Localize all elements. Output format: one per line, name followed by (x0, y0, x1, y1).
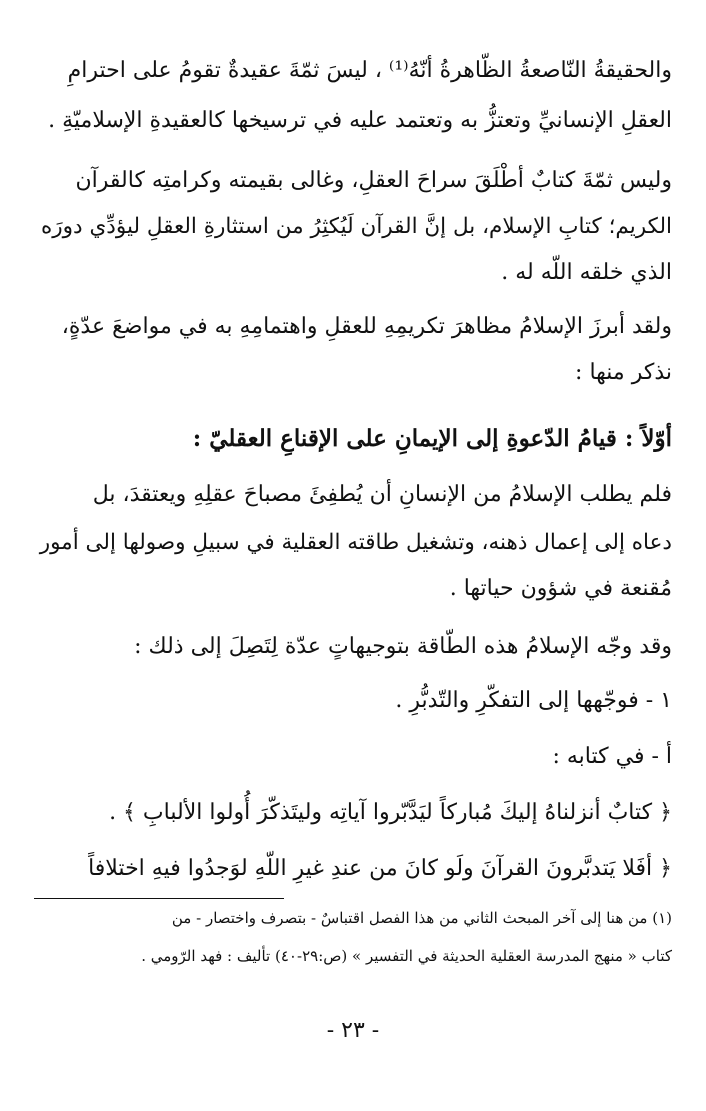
quran-verse-1: ﴿ كتابٌ أنزلناهُ إليكَ مُباركاً ليَدَّبّروا آياتِه وليتَذكّرَ أُولوا الألبابِ ﴾ . (109, 800, 672, 825)
footnote-divider (34, 898, 284, 899)
footnote-line-2: كتاب « منهج المدرسة العقلية الحديثة في التفسير » (ص:٢٩-٤٠) تأليف : فهد الرّومي . (141, 947, 672, 965)
body-line-11: مُقنعة في شؤون حياتها . (449, 576, 672, 601)
list-item-1: ١ - فوجّهها إلى التفكّرِ والتّدبُّرِ . (395, 688, 672, 713)
body-line-1: والحقيقةُ النّاصعةُ الظّاهرةُ أنّهُ⁽¹⁾ ، ليسَ ثمّةَ عقيدةٌ تقومُ على احترامِ (67, 58, 672, 83)
list-item-a: أ - في كتابه : (552, 744, 672, 769)
body-line-7: نذكر منها : (575, 360, 672, 385)
body-line-4: الكريم؛ كتابِ الإسلام، بل إنَّ القرآن لَيُكثِرُ من استثارةِ العقلِ ليؤدِّي دورَه (41, 214, 672, 239)
footnote-line-1: (١) من هنا إلى آخر المبحث الثاني من هذا الفصل اقتباسٌ - بتصرف واختصار - من (171, 909, 672, 927)
section-heading: أوّلاً : قيامُ الدّعوةِ إلى الإيمانِ على الإقناعِ العقليّ : (192, 425, 672, 452)
body-line-6: ولقد أبرزَ الإسلامُ مظاهرَ تكريمِهِ للعقلِ واهتمامِهِ به في مواضعَ عدّةٍ، (61, 314, 672, 339)
page-number: - ٢٣ - (326, 1018, 380, 1043)
body-line-5: الذي خلقه اللّه له . (501, 260, 672, 285)
body-line-2: العقلِ الإنسانيِّ وتعتزُّ به وتعتمد عليه في ترسيخها كالعقيدةِ الإسلاميّةِ . (48, 108, 672, 133)
body-line-10: دعاه إلى إعمال ذهنه، وتشغيل طاقته العقلية في سبيلِ وصولها إلى أمور (39, 530, 672, 555)
quran-verse-2: ﴿ أفَلا يَتدبَّرونَ القرآنَ ولَو كانَ من عندِ غيرِ اللّهِ لوَجدُوا فيهِ اختلافاً (88, 856, 672, 881)
body-line-9: فلم يطلب الإسلامُ من الإنسانِ أن يُطفِئَ مصباحَ عقلِهِ ويعتقدَ، بل (92, 482, 672, 507)
body-line-12: وقد وجّه الإسلامُ هذه الطّاقة بتوجيهاتٍ عدّة لِتَصِلَ إلى ذلك : (134, 634, 672, 659)
body-line-3: وليس ثمّةَ كتابٌ أطْلَقَ سراحَ العقلِ، وغالى بقيمته وكرامتِه كالقرآن (75, 168, 672, 193)
